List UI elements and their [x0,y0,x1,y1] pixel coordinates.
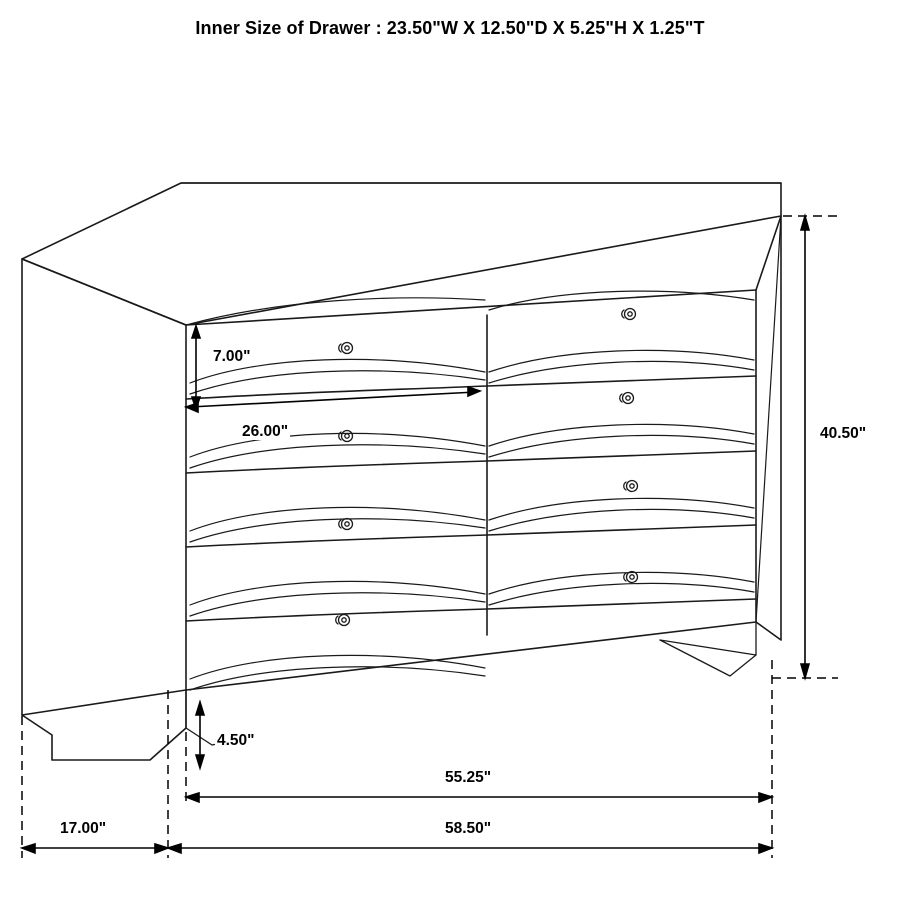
drawer-separator-3 [186,525,756,547]
dim-line-drawer-width [186,387,480,412]
drawer-knob-icon [339,431,353,442]
dim-label-overall-width: 58.50" [445,820,492,837]
drawer-knob-icon [336,615,350,626]
dim-label-drawer-height: 7.00" [213,348,251,365]
dim-label-depth: 17.00" [60,820,107,837]
drawer-knob-icon [339,343,353,354]
case-front-bottom [186,622,756,690]
left-side-panel-bottom [22,690,186,760]
dim-label-leg-height: 4.50" [217,732,255,749]
dim-line-depth [22,844,168,853]
drawer-separator-4 [186,599,756,621]
drawer-knob-icon [622,309,636,320]
dim-line-drawer-height [192,326,200,409]
drawer-separator-2 [186,451,756,473]
dim-label-drawer-width: 26.00" [242,423,289,440]
dim-line-overall-width [168,844,772,853]
dim-label-overall-height: 40.50" [820,425,867,442]
drawer-knob-icon [339,519,353,530]
dresser-top [22,183,781,325]
drawer-knob-icon [620,393,634,404]
drawer-knob-icon [624,572,638,583]
dim-label-case-width: 55.25" [445,769,492,786]
page-title: Inner Size of Drawer : 23.50"W X 12.50"D X 5.25"H X 1.25"T [195,18,705,38]
dim-line-case-width [186,793,772,802]
drawer-knob-icon [624,481,638,492]
dim-line-overall-height [801,216,809,678]
